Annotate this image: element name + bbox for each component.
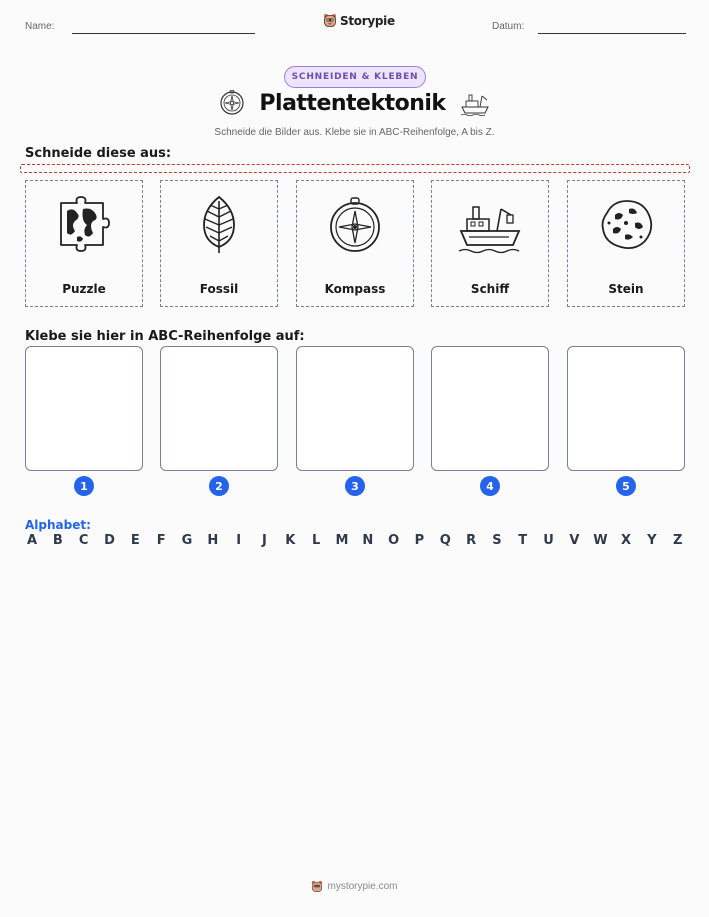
cut-card-stein[interactable] <box>567 180 685 307</box>
cut-heading: Schneide diese aus: <box>25 146 172 161</box>
cut-card-kompass[interactable] <box>296 180 414 307</box>
activity-badge: SCHNEIDEN & KLEBEN <box>284 66 426 88</box>
globe-puzzle-icon <box>53 193 115 255</box>
alphabet-letter: P <box>414 533 425 548</box>
cut-card-schiff[interactable] <box>431 180 549 307</box>
card-label: Stein <box>608 282 644 296</box>
alphabet-row <box>25 533 685 548</box>
alphabet-letter: D <box>104 533 115 548</box>
paste-slot-3[interactable] <box>296 346 414 471</box>
compass-icon <box>324 193 386 255</box>
alphabet-letter: Y <box>647 533 657 548</box>
storypie-mascot-icon <box>311 880 323 893</box>
alphabet-letter: V <box>569 533 580 548</box>
card-label: Fossil <box>199 282 239 296</box>
alphabet-letter: E <box>130 533 140 548</box>
alphabet-letter: F <box>156 533 166 548</box>
brand-name: Storypie <box>340 13 395 28</box>
cut-card-puzzle[interactable] <box>25 180 143 307</box>
card-label: Kompass <box>324 282 386 296</box>
brand-logo <box>323 13 395 28</box>
alphabet-letter: X <box>621 533 632 548</box>
slot-number-3: 3 <box>345 476 365 496</box>
alphabet-letter: U <box>543 533 554 548</box>
card-label: Schiff <box>470 282 510 296</box>
date-line[interactable] <box>538 33 686 34</box>
alphabet-letter: K <box>285 533 296 548</box>
alphabet-letter: H <box>207 533 219 548</box>
paste-slot-2[interactable] <box>160 346 278 471</box>
ship-icon <box>460 90 490 116</box>
card-label: Puzzle <box>62 282 106 296</box>
alphabet-letter: A <box>26 533 38 548</box>
paste-heading: Klebe sie hier in ABC-Reihenfolge auf: <box>25 329 305 344</box>
alphabet-label: Alphabet: <box>25 518 91 532</box>
compass-icon <box>219 90 245 116</box>
alphabet-letter: S <box>492 533 502 548</box>
instructions: Schneide die Bilder aus. Klebe sie in ABC-Reihenfolge, A bis Z. <box>214 127 495 138</box>
footer-url[interactable]: mystorypie.com <box>327 881 398 892</box>
alphabet-letter: L <box>311 533 321 548</box>
paste-slot-5[interactable] <box>567 346 685 471</box>
alphabet-letter: N <box>362 533 374 548</box>
alphabet-letter: O <box>388 533 400 548</box>
alphabet-letter: B <box>52 533 63 548</box>
alphabet-letter: G <box>181 533 193 548</box>
date-label: Datum: <box>492 21 525 32</box>
name-line[interactable] <box>72 33 255 34</box>
slot-number-2: 2 <box>209 476 229 496</box>
alphabet-letter: W <box>593 533 608 548</box>
slot-number-4: 4 <box>480 476 500 496</box>
cut-line <box>20 164 690 173</box>
alphabet-letter: T <box>518 533 528 548</box>
ship-icon <box>457 193 523 255</box>
leaf-fossil-icon <box>188 193 250 255</box>
alphabet-letter: R <box>466 533 477 548</box>
slot-number-5: 5 <box>616 476 636 496</box>
alphabet-letter: C <box>78 533 89 548</box>
footer <box>0 880 709 893</box>
alphabet-letter: M <box>335 533 349 548</box>
title-row <box>0 90 709 116</box>
alphabet-letter: Q <box>439 533 451 548</box>
cut-card-fossil[interactable] <box>160 180 278 307</box>
alphabet-letter: Z <box>672 533 683 548</box>
slot-number-1: 1 <box>74 476 94 496</box>
storypie-mascot-icon <box>323 13 337 28</box>
rock-icon <box>595 193 657 255</box>
alphabet-letter: J <box>262 533 267 548</box>
page-title: Plattentektonik <box>259 90 446 116</box>
paste-slot-4[interactable] <box>431 346 549 471</box>
name-label: Name: <box>25 21 55 32</box>
paste-slot-1[interactable] <box>25 346 143 471</box>
alphabet-letter: I <box>236 533 242 548</box>
